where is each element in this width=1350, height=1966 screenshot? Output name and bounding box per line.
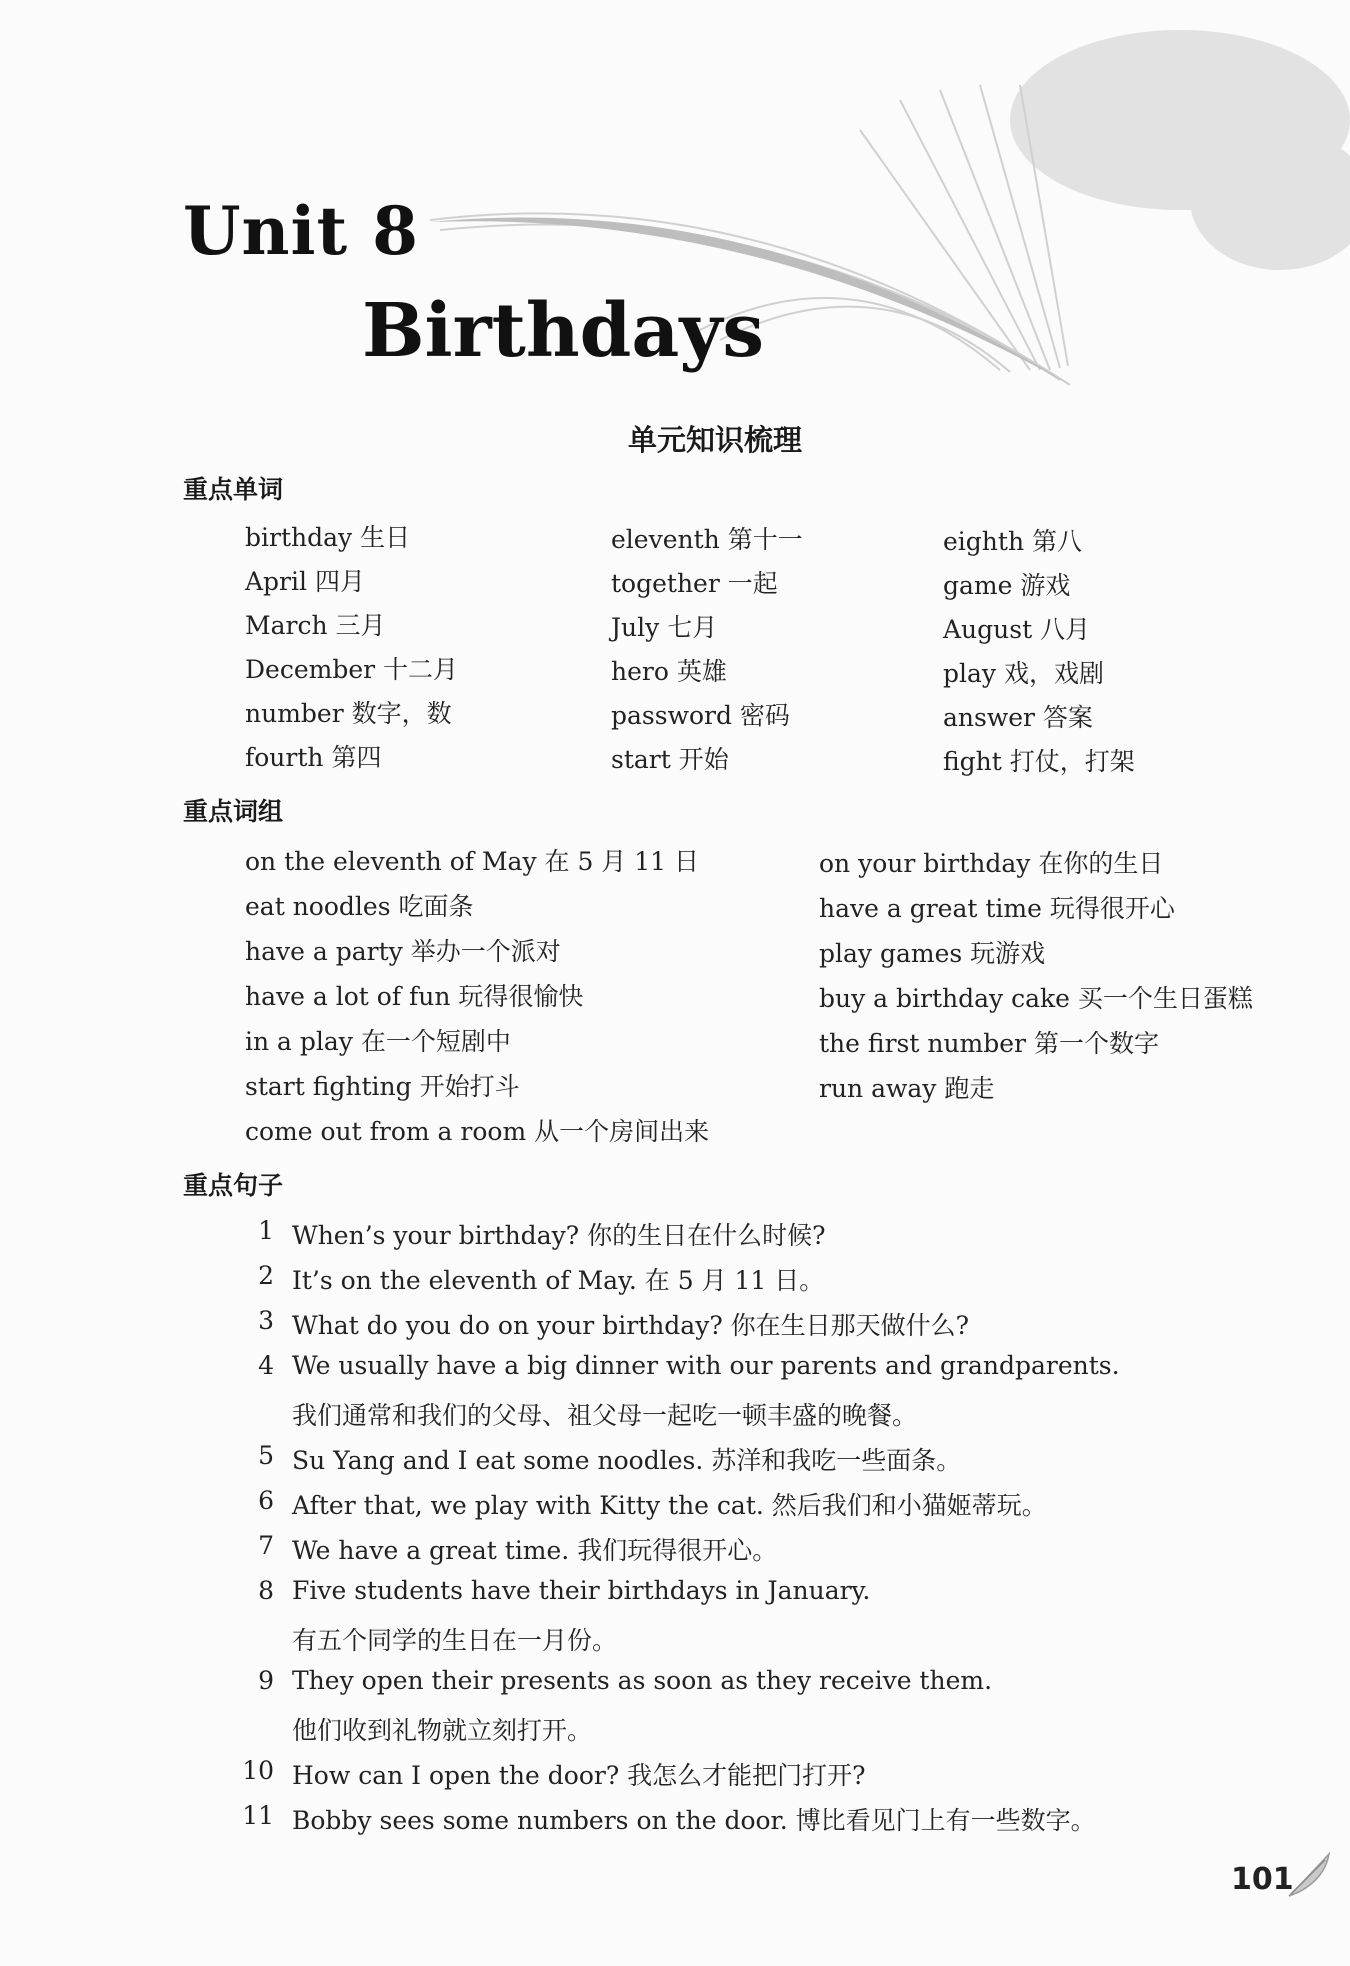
sentence-line: We usually have a big dinner with our parents and grandparents. xyxy=(292,1351,1120,1380)
page-number: 101 xyxy=(1231,1862,1294,1897)
word-item: eighth 第八 xyxy=(943,527,1082,556)
sentence-line: 我们通常和我们的父母、祖父母一起吃一顿丰盛的晚餐。 xyxy=(292,1401,918,1430)
phrase-item: in a play 在一个短剧中 xyxy=(245,1027,511,1056)
phrase-item: on the eleventh of May 在 5 月 11 日 xyxy=(245,847,700,876)
word-item: number 数字，数 xyxy=(245,699,452,728)
phrase-item: buy a birthday cake 买一个生日蛋糕 xyxy=(819,984,1253,1013)
word-item: start 开始 xyxy=(611,745,729,774)
word-item: hero 英雄 xyxy=(611,657,727,686)
word-item: password 密码 xyxy=(611,701,790,730)
sentence-number: 2 xyxy=(258,1261,274,1290)
sentence-line: Five students have their birthdays in January. xyxy=(292,1576,871,1605)
phrase-item: have a lot of fun 玩得很愉快 xyxy=(245,982,584,1011)
word-item: answer 答案 xyxy=(943,703,1093,732)
sentence-number: 9 xyxy=(258,1666,274,1695)
phrase-item: come out from a room 从一个房间出来 xyxy=(245,1117,710,1146)
sentence-line: How can I open the door? 我怎么才能把门打开? xyxy=(292,1761,866,1790)
word-item: play 戏，戏剧 xyxy=(943,659,1104,688)
word-item: April 四月 xyxy=(245,567,365,596)
phrase-item: have a great time 玩得很开心 xyxy=(819,894,1175,923)
unit-number: Unit 8 xyxy=(183,192,420,270)
phrase-item: play games 玩游戏 xyxy=(819,939,1046,968)
sentence-number: 4 xyxy=(258,1351,274,1380)
sentence-number: 11 xyxy=(242,1801,274,1830)
phrase-item: run away 跑走 xyxy=(819,1074,995,1103)
sentences-heading: 重点句子 xyxy=(183,1171,284,1200)
sentence-number: 7 xyxy=(258,1531,274,1560)
word-item: fourth 第四 xyxy=(245,743,382,772)
phrases-heading: 重点词组 xyxy=(183,797,284,826)
phrase-item: have a party 举办一个派对 xyxy=(245,937,561,966)
sentence-number: 1 xyxy=(258,1216,274,1245)
sentence-line: What do you do on your birthday? 你在生日那天做什么? xyxy=(292,1311,970,1340)
sentence-line: It’s on the eleventh of May. 在 5 月 11 日。 xyxy=(292,1266,825,1295)
sentence-line: Bobby sees some numbers on the door. 博比看见门上有一些数字。 xyxy=(292,1806,1096,1835)
sentence-number: 10 xyxy=(242,1756,274,1785)
sentence-line: After that, we play with Kitty the cat. 然后我们和小猫姬蒂玩。 xyxy=(292,1491,1047,1520)
summary-heading: 单元知识梳理 xyxy=(627,423,802,457)
sentence-number: 6 xyxy=(258,1486,274,1515)
phrase-item: eat noodles 吃面条 xyxy=(245,892,474,921)
words-heading: 重点单词 xyxy=(183,475,284,504)
word-item: fight 打仗，打架 xyxy=(943,747,1135,776)
sentence-number: 3 xyxy=(258,1306,274,1335)
sentence-line: 他们收到礼物就立刻打开。 xyxy=(292,1716,593,1745)
word-item: July 七月 xyxy=(611,613,718,642)
word-item: birthday 生日 xyxy=(245,523,411,552)
word-item: together 一起 xyxy=(611,569,778,598)
word-item: March 三月 xyxy=(245,611,386,640)
word-item: eleventh 第十一 xyxy=(611,525,803,554)
sentence-line: Su Yang and I eat some noodles. 苏洋和我吃一些面条。 xyxy=(292,1446,962,1475)
word-item: game 游戏 xyxy=(943,571,1071,600)
phrase-item: the first number 第一个数字 xyxy=(819,1029,1159,1058)
word-item: August 八月 xyxy=(943,615,1091,644)
sentence-line: They open their presents as soon as they receive them. xyxy=(292,1666,993,1695)
sentence-number: 8 xyxy=(258,1576,274,1605)
word-item: December 十二月 xyxy=(245,655,459,684)
sentence-number: 5 xyxy=(258,1441,274,1470)
sentence-line: We have a great time. 我们玩得很开心。 xyxy=(292,1536,778,1565)
feather-icon xyxy=(1285,1850,1335,1900)
sentence-line: 有五个同学的生日在一月份。 xyxy=(292,1626,618,1655)
phrase-item: on your birthday 在你的生日 xyxy=(819,849,1164,878)
sentence-line: When’s your birthday? 你的生日在什么时候? xyxy=(292,1221,826,1250)
unit-title: Birthdays xyxy=(362,288,764,374)
phrase-item: start fighting 开始打斗 xyxy=(245,1072,520,1101)
